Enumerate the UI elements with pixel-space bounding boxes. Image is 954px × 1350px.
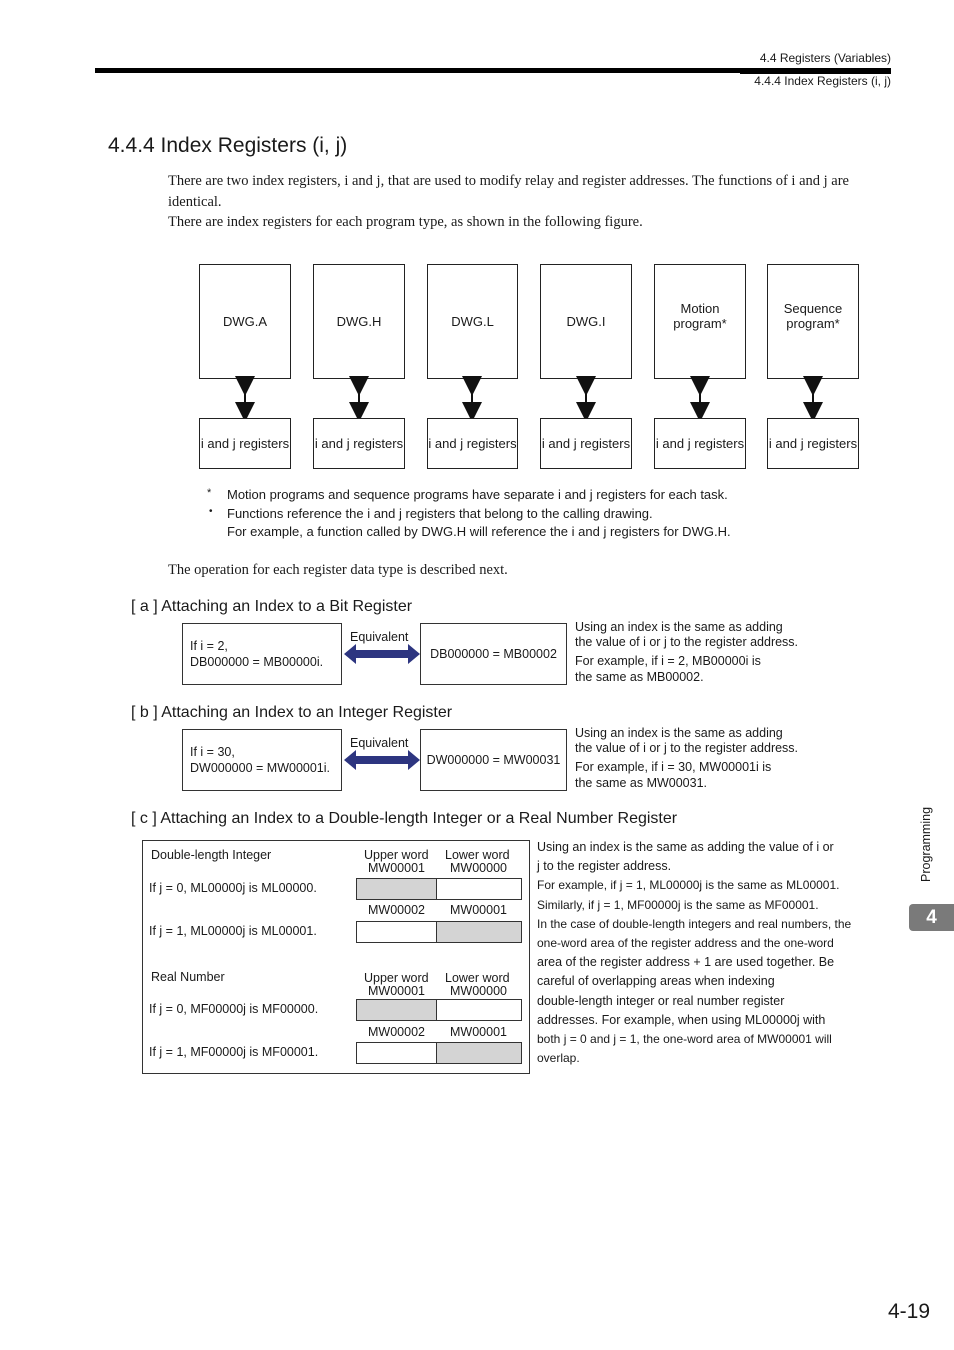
dl-title: Double-length Integer: [151, 848, 272, 862]
b-side-1: Using an index is the same as adding: [575, 726, 783, 740]
a-right-box: DB000000 = MB00002: [420, 623, 567, 685]
c-side-line: Using an index is the same as adding the value of i or: [537, 840, 834, 854]
b-left-line-1: If i = 30,: [190, 745, 235, 759]
bullet-mark: •: [209, 506, 213, 517]
page-title: 4.4.4 Index Registers (i, j): [108, 134, 348, 157]
rn-upper-reg-2: MW00002: [368, 1025, 425, 1039]
c-side-line: For example, if j = 1, ML00000j is the same as ML00001.: [537, 878, 840, 893]
c-side-line: In the case of double-length integers and real numbers, the: [537, 916, 852, 931]
rn-cell-1-upper: [356, 999, 437, 1021]
header-subsection: 4.4.4 Index Registers (i, j): [754, 74, 891, 88]
heading-b: [ b ] Attaching an Index to an Integer Register: [131, 704, 453, 721]
dl-lower-reg-2: MW00001: [450, 903, 507, 917]
a-side-1: Using an index is the same as adding: [575, 620, 783, 634]
register-box-5: i and j registers: [654, 418, 746, 469]
a-side-4: the same as MB00002.: [575, 670, 704, 684]
b-left-box: [182, 729, 342, 791]
c-side-line: j to the register address.: [537, 859, 672, 874]
a-left-line-1: If i = 2,: [190, 639, 228, 653]
a-side-2: the value of i or j to the register address.: [575, 635, 799, 649]
b-side-3: For example, if i = 30, MW00001i is: [575, 760, 772, 774]
asterisk-mark: *: [207, 487, 212, 499]
rn-lower-reg: MW00000: [450, 984, 507, 998]
dl-lower-word: Lower word: [445, 848, 510, 862]
dl-upper-word: Upper word: [364, 848, 429, 862]
c-side-line: one-word area of the register address and the one-word: [537, 936, 834, 951]
program-box-dwg-h: DWG.H: [313, 264, 405, 379]
c-side-line: addresses. For example, when using ML00000j with: [537, 1012, 826, 1027]
a-side-3: For example, if i = 2, MB00000i is: [575, 654, 761, 668]
register-box-3: i and j registers: [427, 418, 518, 469]
operation-text: The operation for each register data type is described next.: [168, 562, 508, 578]
side-tab-label: Programming: [919, 806, 933, 882]
dl-upper-reg: MW00001: [368, 861, 425, 875]
rn-upper-word: Upper word: [364, 971, 429, 985]
rn-cell-1-lower: [436, 999, 522, 1021]
program-box-dwg-l: DWG.L: [427, 264, 518, 379]
program-box-dwg-i: DWG.I: [540, 264, 632, 379]
dl-lower-reg: MW00000: [450, 861, 507, 875]
register-box-6: i and j registers: [767, 418, 859, 469]
bullet-note-2: For example, a function called by DWG.H will reference the i and j registers for DWG.H.: [227, 524, 731, 539]
dl-cell-1-lower: [436, 878, 522, 900]
dl-row-2: If j = 1, ML00000j is ML00001.: [149, 924, 317, 938]
heading-c: [ c ] Attaching an Index to a Double-length Integer or a Real Number Register: [131, 810, 678, 827]
bullet-note-1: Functions reference the i and j registers that belong to the calling drawing.: [227, 506, 653, 521]
rn-cell-2-lower: [436, 1042, 522, 1064]
b-left-line-2: DW000000 = MW00001i.: [190, 761, 331, 775]
intro-line-3: There are index registers for each program type, as shown in the following figure.: [168, 214, 643, 230]
b-equivalent-arrow: [342, 748, 422, 772]
dl-cell-2-upper: [356, 921, 437, 943]
double-arrows: [195, 376, 865, 422]
c-side-line: double-length integer or real number register: [537, 993, 785, 1008]
a-equivalent-arrow: [342, 642, 422, 666]
b-side-4: the same as MW00031.: [575, 776, 708, 790]
a-equivalent-label: Equivalent: [350, 630, 409, 644]
header-section: 4.4 Registers (Variables): [759, 51, 891, 65]
dl-cell-1-upper: [356, 878, 437, 900]
heading-a: [ a ] Attaching an Index to a Bit Register: [131, 598, 413, 615]
rn-title: Real Number: [151, 970, 225, 984]
b-right-box: DW000000 = MW00031: [420, 729, 567, 791]
c-side-line: Similarly, if j = 1, MF00000j is the same as MF00001.: [537, 897, 819, 912]
rn-upper-reg: MW00001: [368, 984, 425, 998]
intro-line-2: identical.: [168, 194, 222, 210]
rn-lower-word: Lower word: [445, 971, 510, 985]
c-side-line: both j = 0 and j = 1, the one-word area of MW00001 will: [537, 1032, 832, 1047]
asterisk-note: Motion programs and sequence programs have separate i and j registers for each task.: [227, 487, 728, 502]
c-side-line: area of the register address + 1 are used together. Be: [537, 955, 835, 970]
chapter-tab: 4: [909, 904, 954, 931]
register-box-2: i and j registers: [313, 418, 405, 469]
dl-row-1: If j = 0, ML00000j is ML00000.: [149, 881, 317, 895]
c-side-text: [537, 838, 851, 1068]
register-box-1: i and j registers: [199, 418, 291, 469]
register-box-4: i and j registers: [540, 418, 632, 469]
b-side-2: the value of i or j to the register address.: [575, 741, 799, 755]
program-box-motion: Motion program*: [654, 264, 746, 379]
a-left-box: [182, 623, 342, 685]
intro-line-1: There are two index registers, i and j, that are used to modify relay and register addresses. The functions of i and j are: [168, 173, 849, 189]
a-left-line-2: DB000000 = MB00000i.: [190, 655, 324, 669]
rn-cell-2-upper: [356, 1042, 437, 1064]
rn-lower-reg-2: MW00001: [450, 1025, 507, 1039]
dl-upper-reg-2: MW00002: [368, 903, 425, 917]
c-side-line: overlap.: [537, 1051, 580, 1066]
program-box-sequence: Sequence program*: [767, 264, 859, 379]
program-box-dwg-a: DWG.A: [199, 264, 291, 379]
rn-row-1: If j = 0, MF00000j is MF00000.: [149, 1002, 319, 1016]
dl-cell-2-lower: [436, 921, 522, 943]
rn-row-2: If j = 1, MF00000j is MF00001.: [149, 1045, 319, 1059]
b-equivalent-label: Equivalent: [350, 736, 409, 750]
c-side-line: careful of overlapping areas when indexing: [537, 974, 775, 989]
page-number: 4-19: [887, 1300, 930, 1323]
